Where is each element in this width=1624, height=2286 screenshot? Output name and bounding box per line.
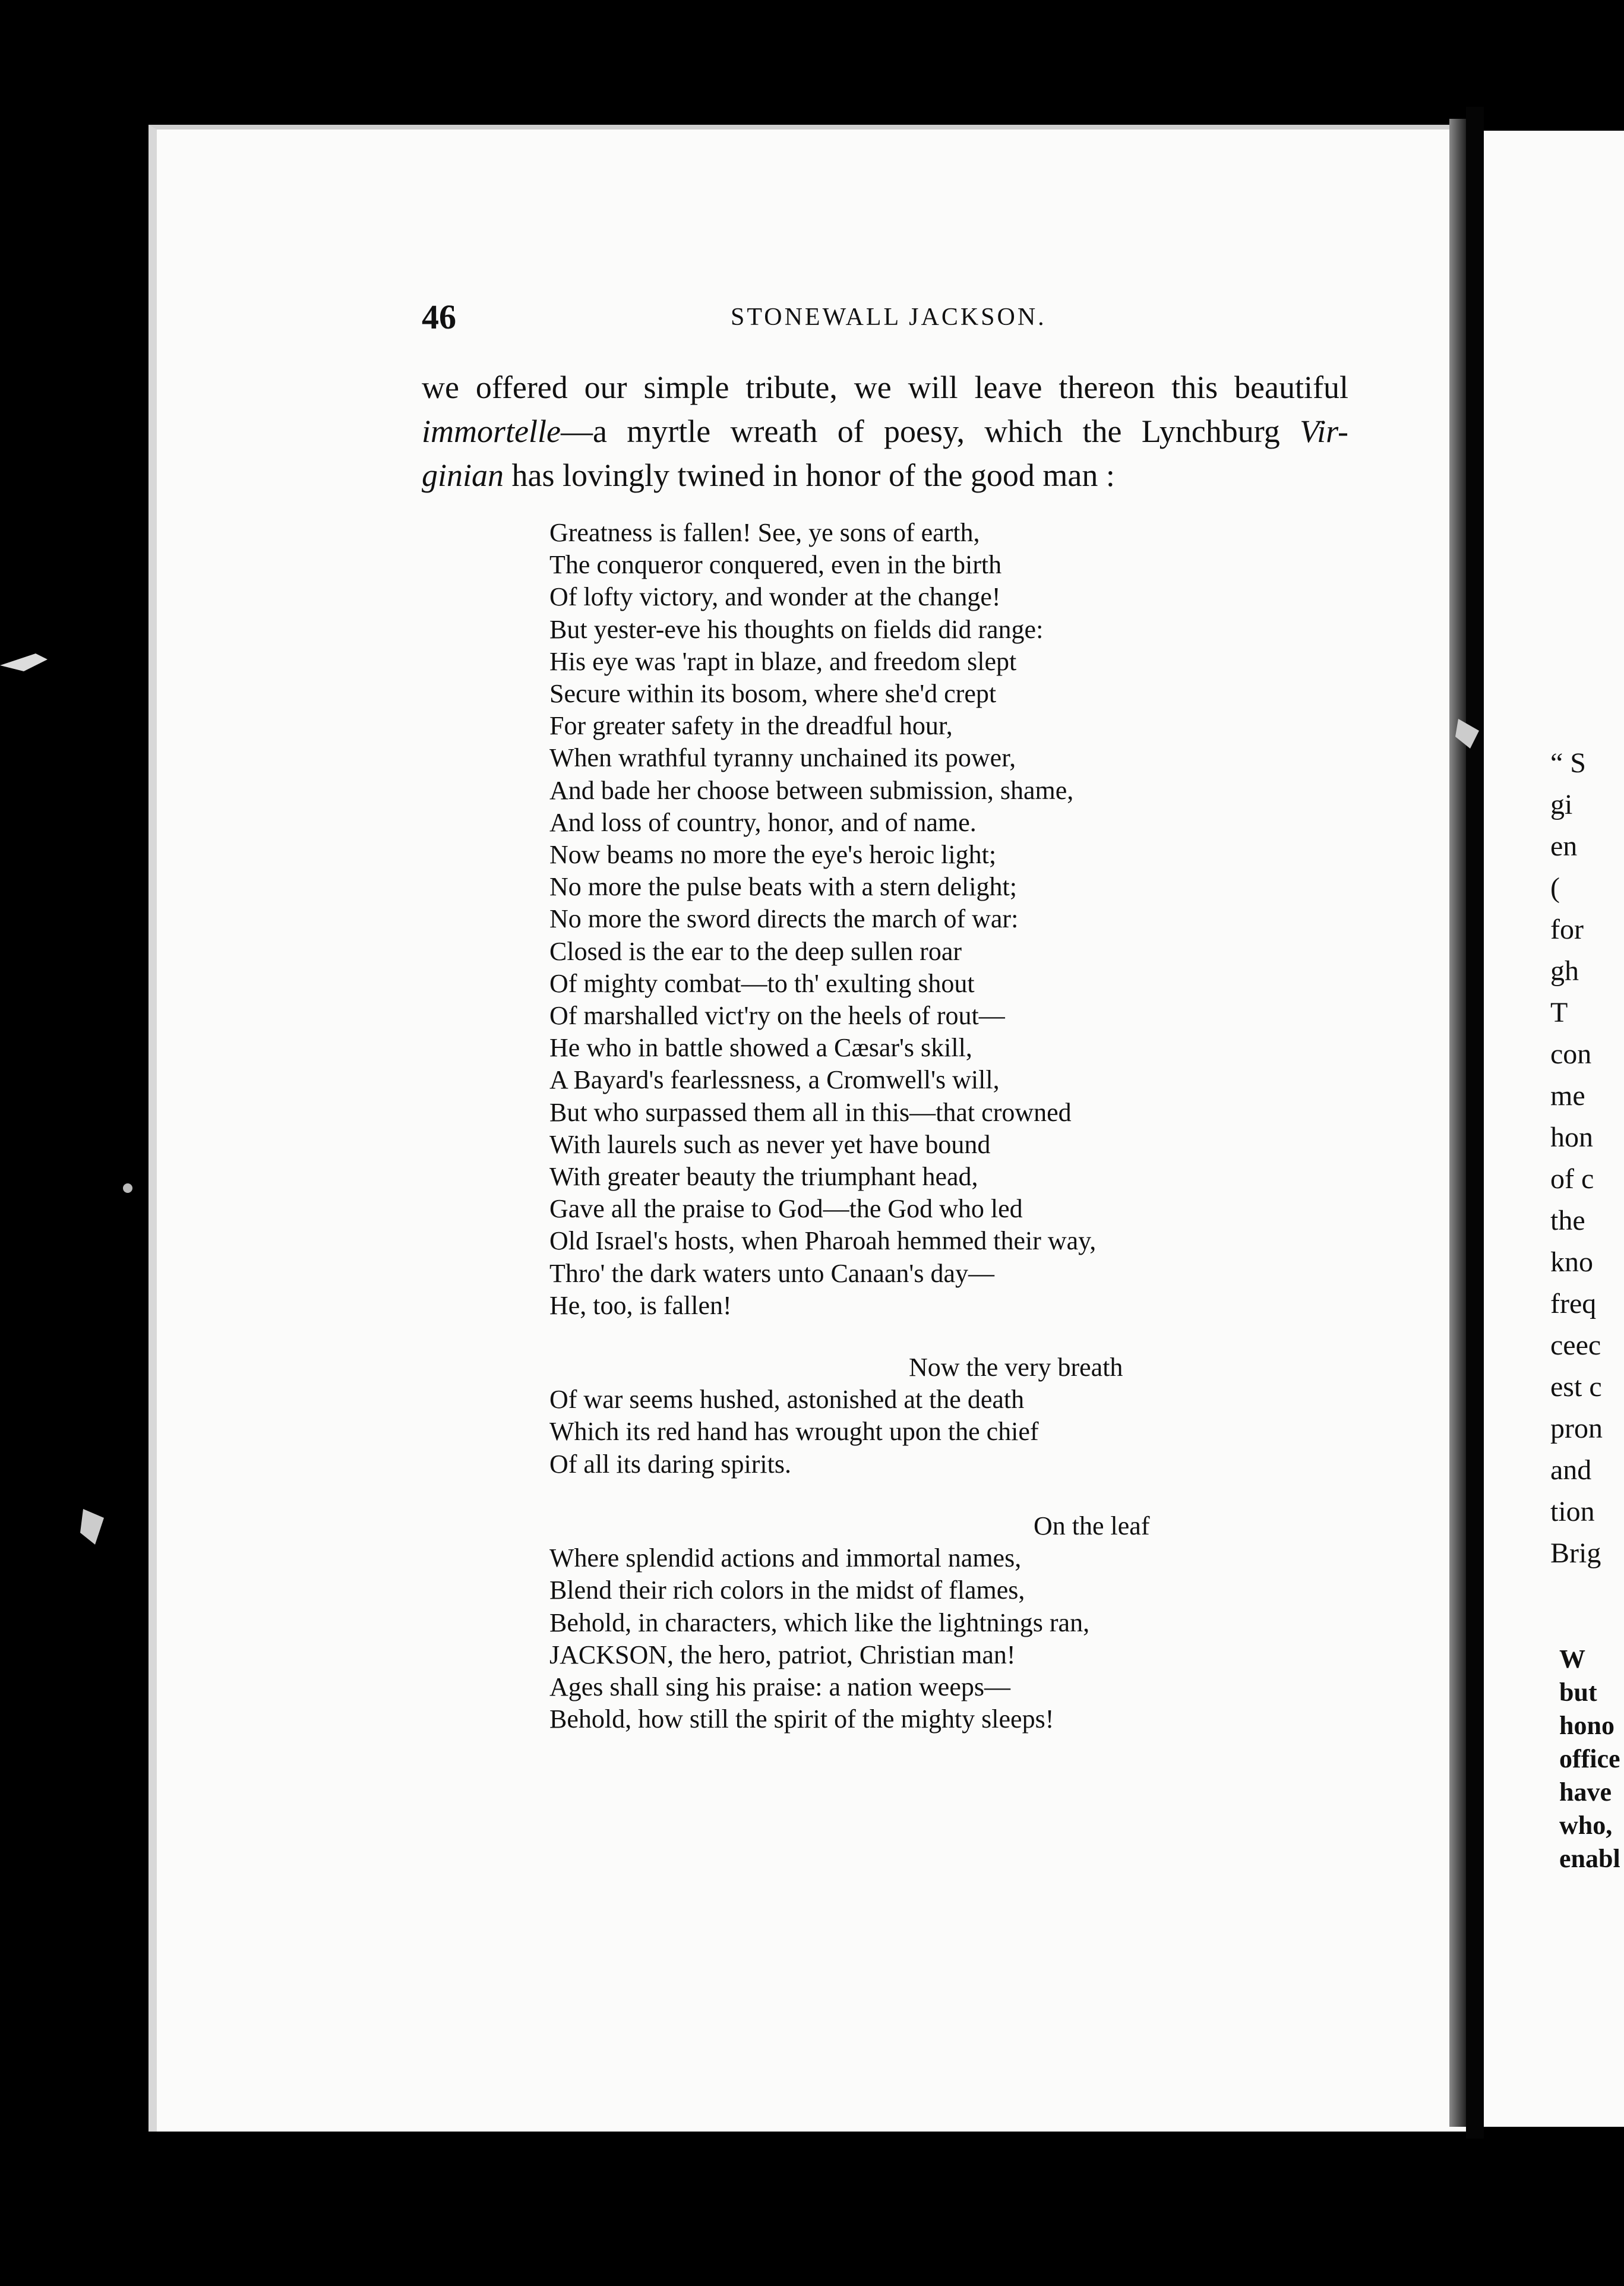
right-page-fragment: but [1559, 1678, 1597, 1707]
stanza3-line: JACKSON, the hero, patriot, Christian man! [549, 1640, 1016, 1669]
poem-stanza-2-head: Now the very breath [909, 1353, 1123, 1382]
right-page-fragment: est c [1550, 1371, 1602, 1403]
stanza1-line: When wrathful tyranny unchained its power, [549, 743, 1016, 773]
scan-speck-left-1 [0, 653, 48, 671]
prose-italic-immortelle: immortelle [422, 413, 561, 449]
stanza1-line: But yester-eve his thoughts on fields did range: [549, 614, 1044, 644]
right-page-fragment: hon [1550, 1122, 1593, 1153]
right-page-fragment: gi [1550, 789, 1573, 820]
stanza1-line: Thro' the dark waters unto Canaan's day— [549, 1258, 994, 1288]
right-page-fragment: Brig [1550, 1537, 1601, 1569]
scan-speck-left-2 [80, 1509, 104, 1545]
stanza3-line: Behold, in characters, which like the lightnings ran, [549, 1608, 1090, 1637]
stanza1-line: Greatness is fallen! See, ye sons of earth, [549, 518, 980, 547]
stanza1-line: Of mighty combat—to th' exulting shout [549, 968, 975, 998]
stanza1-line: The conqueror conquered, even in the birth [549, 550, 1002, 580]
right-page-fragment: and [1550, 1454, 1592, 1486]
stanza1-line: Of lofty victory, and wonder at the change! [549, 582, 1001, 612]
scan-speck-left-3 [123, 1183, 132, 1193]
stanza1-line: For greater safety in the dreadful hour, [549, 711, 953, 741]
right-page-fragment: who, [1559, 1811, 1613, 1840]
scan-speck-gutter [1455, 719, 1479, 749]
stanza1-line: And bade her choose between submission, shame, [549, 775, 1074, 805]
stanza1-line: Secure within its bosom, where she'd crept [549, 679, 997, 709]
right-page-fragment: hono [1559, 1711, 1614, 1740]
stanza2-line: Of war seems hushed, astonished at the death [549, 1385, 1025, 1414]
poem-stanza-3-head: On the leaf [1034, 1511, 1150, 1540]
stanza3-line: Ages shall sing his praise: a nation weeps— [549, 1672, 1010, 1701]
stanza1-line: No more the sword directs the march of war: [549, 904, 1019, 934]
stanza1-line: His eye was 'rapt in blaze, and freedom slept [549, 646, 1017, 676]
stanza1-line: And loss of country, honor, and of name. [549, 807, 977, 837]
right-page-fragment: freq [1550, 1288, 1597, 1319]
right-page-fragment: gh [1550, 955, 1579, 987]
stanza2-line: Which its red hand has wrought upon the chief [549, 1417, 1039, 1447]
stanza1-line: No more the pulse beats with a stern delight; [549, 872, 1017, 902]
stanza1-line: Old Israel's hosts, when Pharoah hemmed their way, [549, 1226, 1097, 1256]
stanza1-line: Gave all the praise to God—the God who led [549, 1194, 1023, 1224]
right-page-fragment: the [1550, 1205, 1585, 1236]
right-page-fragment: en [1550, 831, 1578, 862]
right-page-fragment: kno [1550, 1246, 1593, 1278]
stanza3-line: Where splendid actions and immortal names, [549, 1543, 1022, 1573]
right-page-fragment: me [1550, 1080, 1585, 1112]
right-page-fragment: office [1559, 1744, 1620, 1773]
prose-line-2-text: —a myrtle wreath of poesy, which the Lynchburg [560, 413, 1300, 449]
right-page-fragment: of c [1550, 1163, 1594, 1195]
right-page-fragment: W [1559, 1644, 1585, 1674]
stanza3-line: Behold, how still the spirit of the mighty sleeps! [549, 1704, 1054, 1734]
right-page-fragment: for [1550, 914, 1584, 945]
right-page-fragment: enabl [1559, 1844, 1620, 1873]
stanza1-line: A Bayard's fearlessness, a Cromwell's will, [549, 1065, 1000, 1095]
right-page-fragment: “ S [1550, 747, 1586, 779]
right-page-fragment: con [1550, 1038, 1592, 1070]
prose-italic-virginian-end: ginian [422, 457, 504, 493]
running-head-title: STONEWALL JACKSON. [731, 304, 1047, 331]
prose-line-3-text: has lovingly twined in honor of the good man : [504, 457, 1115, 493]
stanza1-line: With greater beauty the triumphant head, [549, 1162, 978, 1192]
stanza2-line: Of all its daring spirits. [549, 1449, 791, 1479]
stanza1-line: With laurels such as never yet have bound [549, 1129, 991, 1159]
stanza1-line: Closed is the ear to the deep sullen roar [549, 936, 962, 966]
stanza1-line: He, too, is fallen! [549, 1290, 732, 1320]
right-page-fragment: tion [1550, 1496, 1595, 1527]
stanza1-line: Now beams no more the eye's heroic light; [549, 840, 997, 870]
page-number: 46 [422, 298, 456, 336]
right-page-fragment: ( [1550, 872, 1560, 904]
right-page-fragment: ceec [1550, 1330, 1601, 1361]
stanza1-line: He who in battle showed a Cæsar's skill, [549, 1033, 972, 1063]
stanza3-line: Blend their rich colors in the midst of flames, [549, 1575, 1025, 1605]
prose-line-1: we offered our simple tribute, we will leave thereon this beautiful [422, 370, 1348, 405]
stanza1-line: Of marshalled vict'ry on the heels of rout— [549, 1001, 1005, 1031]
right-page-fragment: pron [1550, 1413, 1603, 1444]
prose-italic-virginian-start: Vir- [1300, 413, 1348, 449]
right-page-fragment: have [1559, 1777, 1612, 1807]
right-page-fragment: T [1550, 997, 1568, 1028]
stanza1-line: But who surpassed them all in this—that crowned [549, 1097, 1072, 1127]
